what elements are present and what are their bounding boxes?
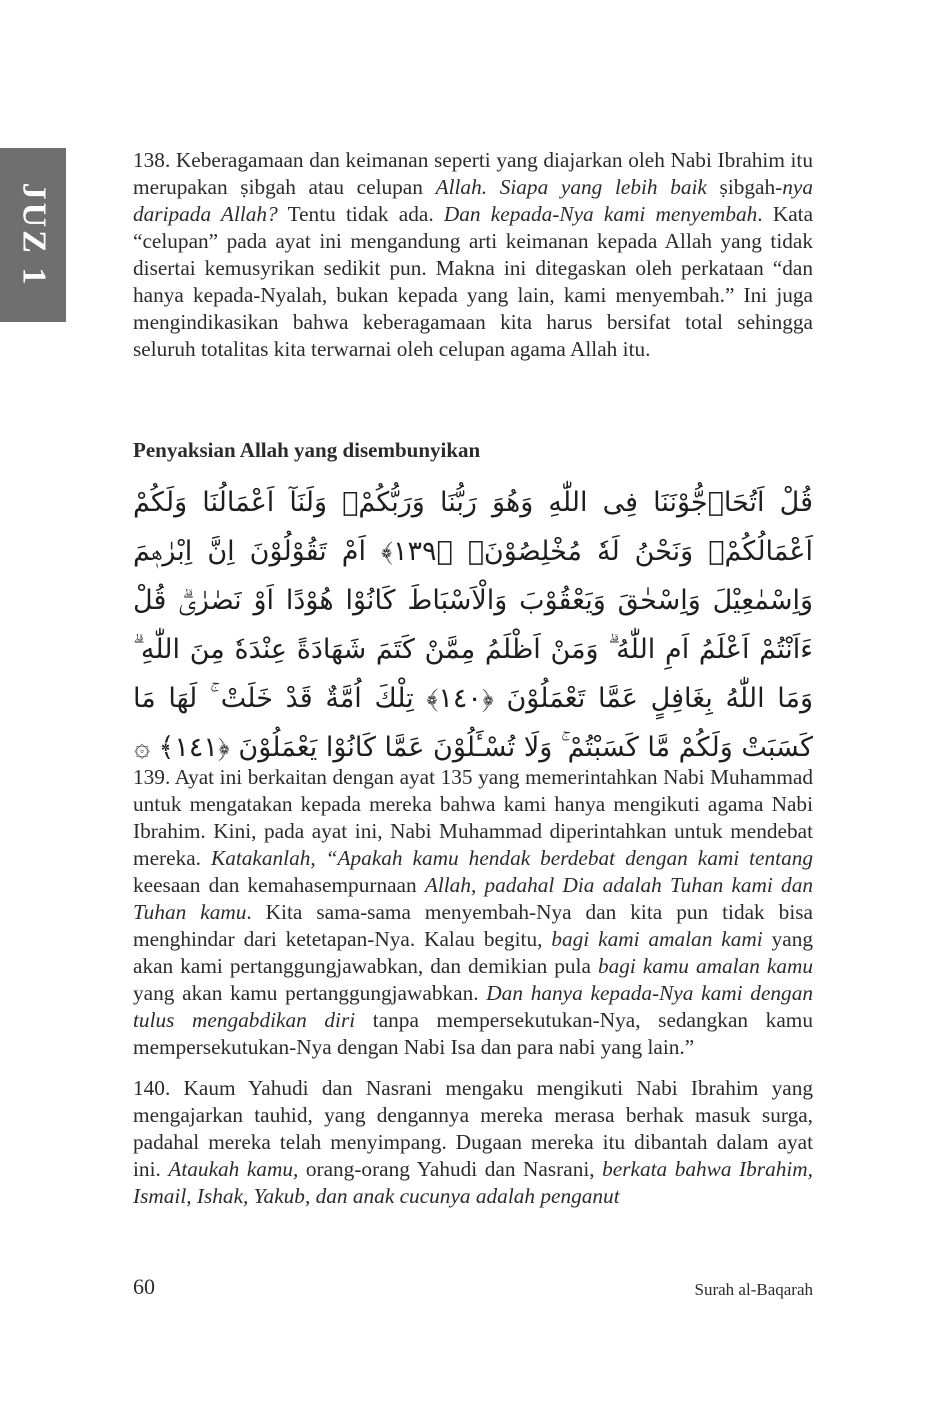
commentary-139 xyxy=(133,764,813,1061)
text-run-2: ṣibgah xyxy=(719,175,776,199)
text-run-0: 140. Kaum Yahudi dan Nasrani mengaku mengikuti Nabi Ibrahim yang mengajarkan tauhid, yang dengannya mereka merasa berhak masuk surga, padahal mereka telah menyimpang. Dugaan mereka itu dibantah dalam ayat ini. xyxy=(133,1076,813,1181)
italic-run-5: bagi kami amalan kami xyxy=(551,927,763,951)
italic-run-7: bagi kamu amalan kamu xyxy=(597,954,813,978)
text-run-8: yang akan kamu pertanggungjawabkan. xyxy=(133,981,487,1005)
text-run-4: Tentu tidak ada. xyxy=(277,202,444,226)
italic-run-1: Allah. Siapa yang lebih baik xyxy=(435,175,720,199)
text-run-2: orang-orang Yahudi dan Nasrani, xyxy=(298,1157,603,1181)
text-run-6: yang akan kami pertanggungjawabkan, dan demikian pula xyxy=(133,927,813,978)
commentary-140 xyxy=(133,1075,813,1210)
paragraph-140 xyxy=(133,1075,813,1210)
running-footer-surah: Surah al-Baqarah xyxy=(694,1280,813,1299)
italic-run-9: Dan hanya kepada-Nya kami dengan tulus mengabdikan diri xyxy=(133,981,814,1032)
text-run-4: . Kita sama-sama menyembah-Nya dan kita pun tidak bisa menghindar dari ketetapan-Nya. Kalau begitu, xyxy=(133,900,813,951)
text-run-0: 139. Ayat ini berkaitan dengan ayat 135 yang memerintahkan Nabi Muhammad untuk mengatakan kepada mereka bahwa kami hanya mengikuti agama Nabi Ibrahim. Kini, pada ayat ini, Nabi Muhammad diperintahkan untuk mendebat mereka. xyxy=(133,765,813,870)
commentary-138 xyxy=(133,147,813,363)
text-run-6: . Kata “celupan” pada ayat ini mengandung arti keimanan kepada Allah yang tidak disertai kemusyrikan sedikit pun. Makna ini ditegaskan oleh perkataan “dan hanya kepada-Nyalah, bukan kepada yang lain, kami menyembah.” Ini juga mengindikasikan bahwa keberagamaan kita harus bersifat total sehingga seluruh totalitas kita terwarnai oleh celupan agama Allah itu. xyxy=(133,202,814,361)
italic-run-5: Dan kepada-Nya kami menyembah xyxy=(443,202,758,226)
arabic-verses: قُلْ اَتُحَاۤجُّوْنَنَا فِى اللّٰهِ وَهُوَ رَبُّنَا وَرَبُّكُمْۚ وَلَنَآ اَعْمَالُنَا وَلَكُمْ اَعْمَالُكُمْۚ وَنَحْنُ لَهٗ مُخْلِصُوْنَۙ ﴿١٣٩﴾ اَمْ تَقُوْلُوْنَ اِنَّ اِبْرٰهٖمَ وَاِسْمٰعِيْلَ وَاِسْحٰقَ وَيَعْقُوْبَ وَالْاَسْبَاطَ كَانُوْا هُوْدًا اَوْ نَصٰرٰىۗ قُلْ ءَاَنْتُمْ اَعْلَمُ اَمِ اللّٰهُ ۗ وَمَنْ اَظْلَمُ مِمَّنْ كَتَمَ شَهَادَةً عِنْدَهٗ مِنَ اللّٰهِ ۗ وَمَا اللّٰهُ بِغَافِلٍ عَمَّا تَعْمَلُوْنَ ﴿١٤٠﴾ تِلْكَ اُمَّةٌ قَدْ خَلَتْ ۚ لَهَا مَا كَسَبَتْ وَلَكُمْ مَّا كَسَبْتُمْ ۚ وَلَا تُسْـَٔلُوْنَ عَمَّا كَانُوْا يَعْمَلُوْنَ ﴿١٤١﴾ ۞ xyxy=(133,487,813,763)
section-heading: Penyaksian Allah yang disembunyikan xyxy=(133,438,481,462)
italic-run-3: Allah, padahal Dia adalah Tuhan kami dan Tuhan kamu xyxy=(133,873,813,924)
text-run-2: keesaan dan kemahasempurnaan xyxy=(133,873,425,897)
italic-run-3: -nya daripada Allah? xyxy=(133,175,813,226)
text-run-10: tanpa mempersekutukan-Nya, sedangkan kamu mempersekutukan-Nya dengan Nabi Isa dan para nabi yang lain.” xyxy=(133,1008,813,1059)
italic-run-1: Ataukah kamu, xyxy=(168,1157,299,1181)
juz-label: JUZ 1 xyxy=(15,182,53,288)
text-run-0: 138. Keberagamaan dan keimanan seperti yang diajarkan oleh Nabi Ibrahim itu merupakan ṣibgah atau celupan xyxy=(133,148,813,199)
italic-run-3: berkata bahwa Ibrahim, Ismail, Ishak, Yakub, dan anak cucunya adalah penganut xyxy=(133,1157,813,1208)
paragraph-139 xyxy=(133,764,813,1061)
italic-run-1: Katakanlah, “Apakah kamu hendak berdebat dengan kami tentang xyxy=(210,846,814,870)
page-number: 60 xyxy=(133,1274,155,1299)
paragraph-138 xyxy=(133,147,813,363)
juz-tab xyxy=(0,148,66,322)
